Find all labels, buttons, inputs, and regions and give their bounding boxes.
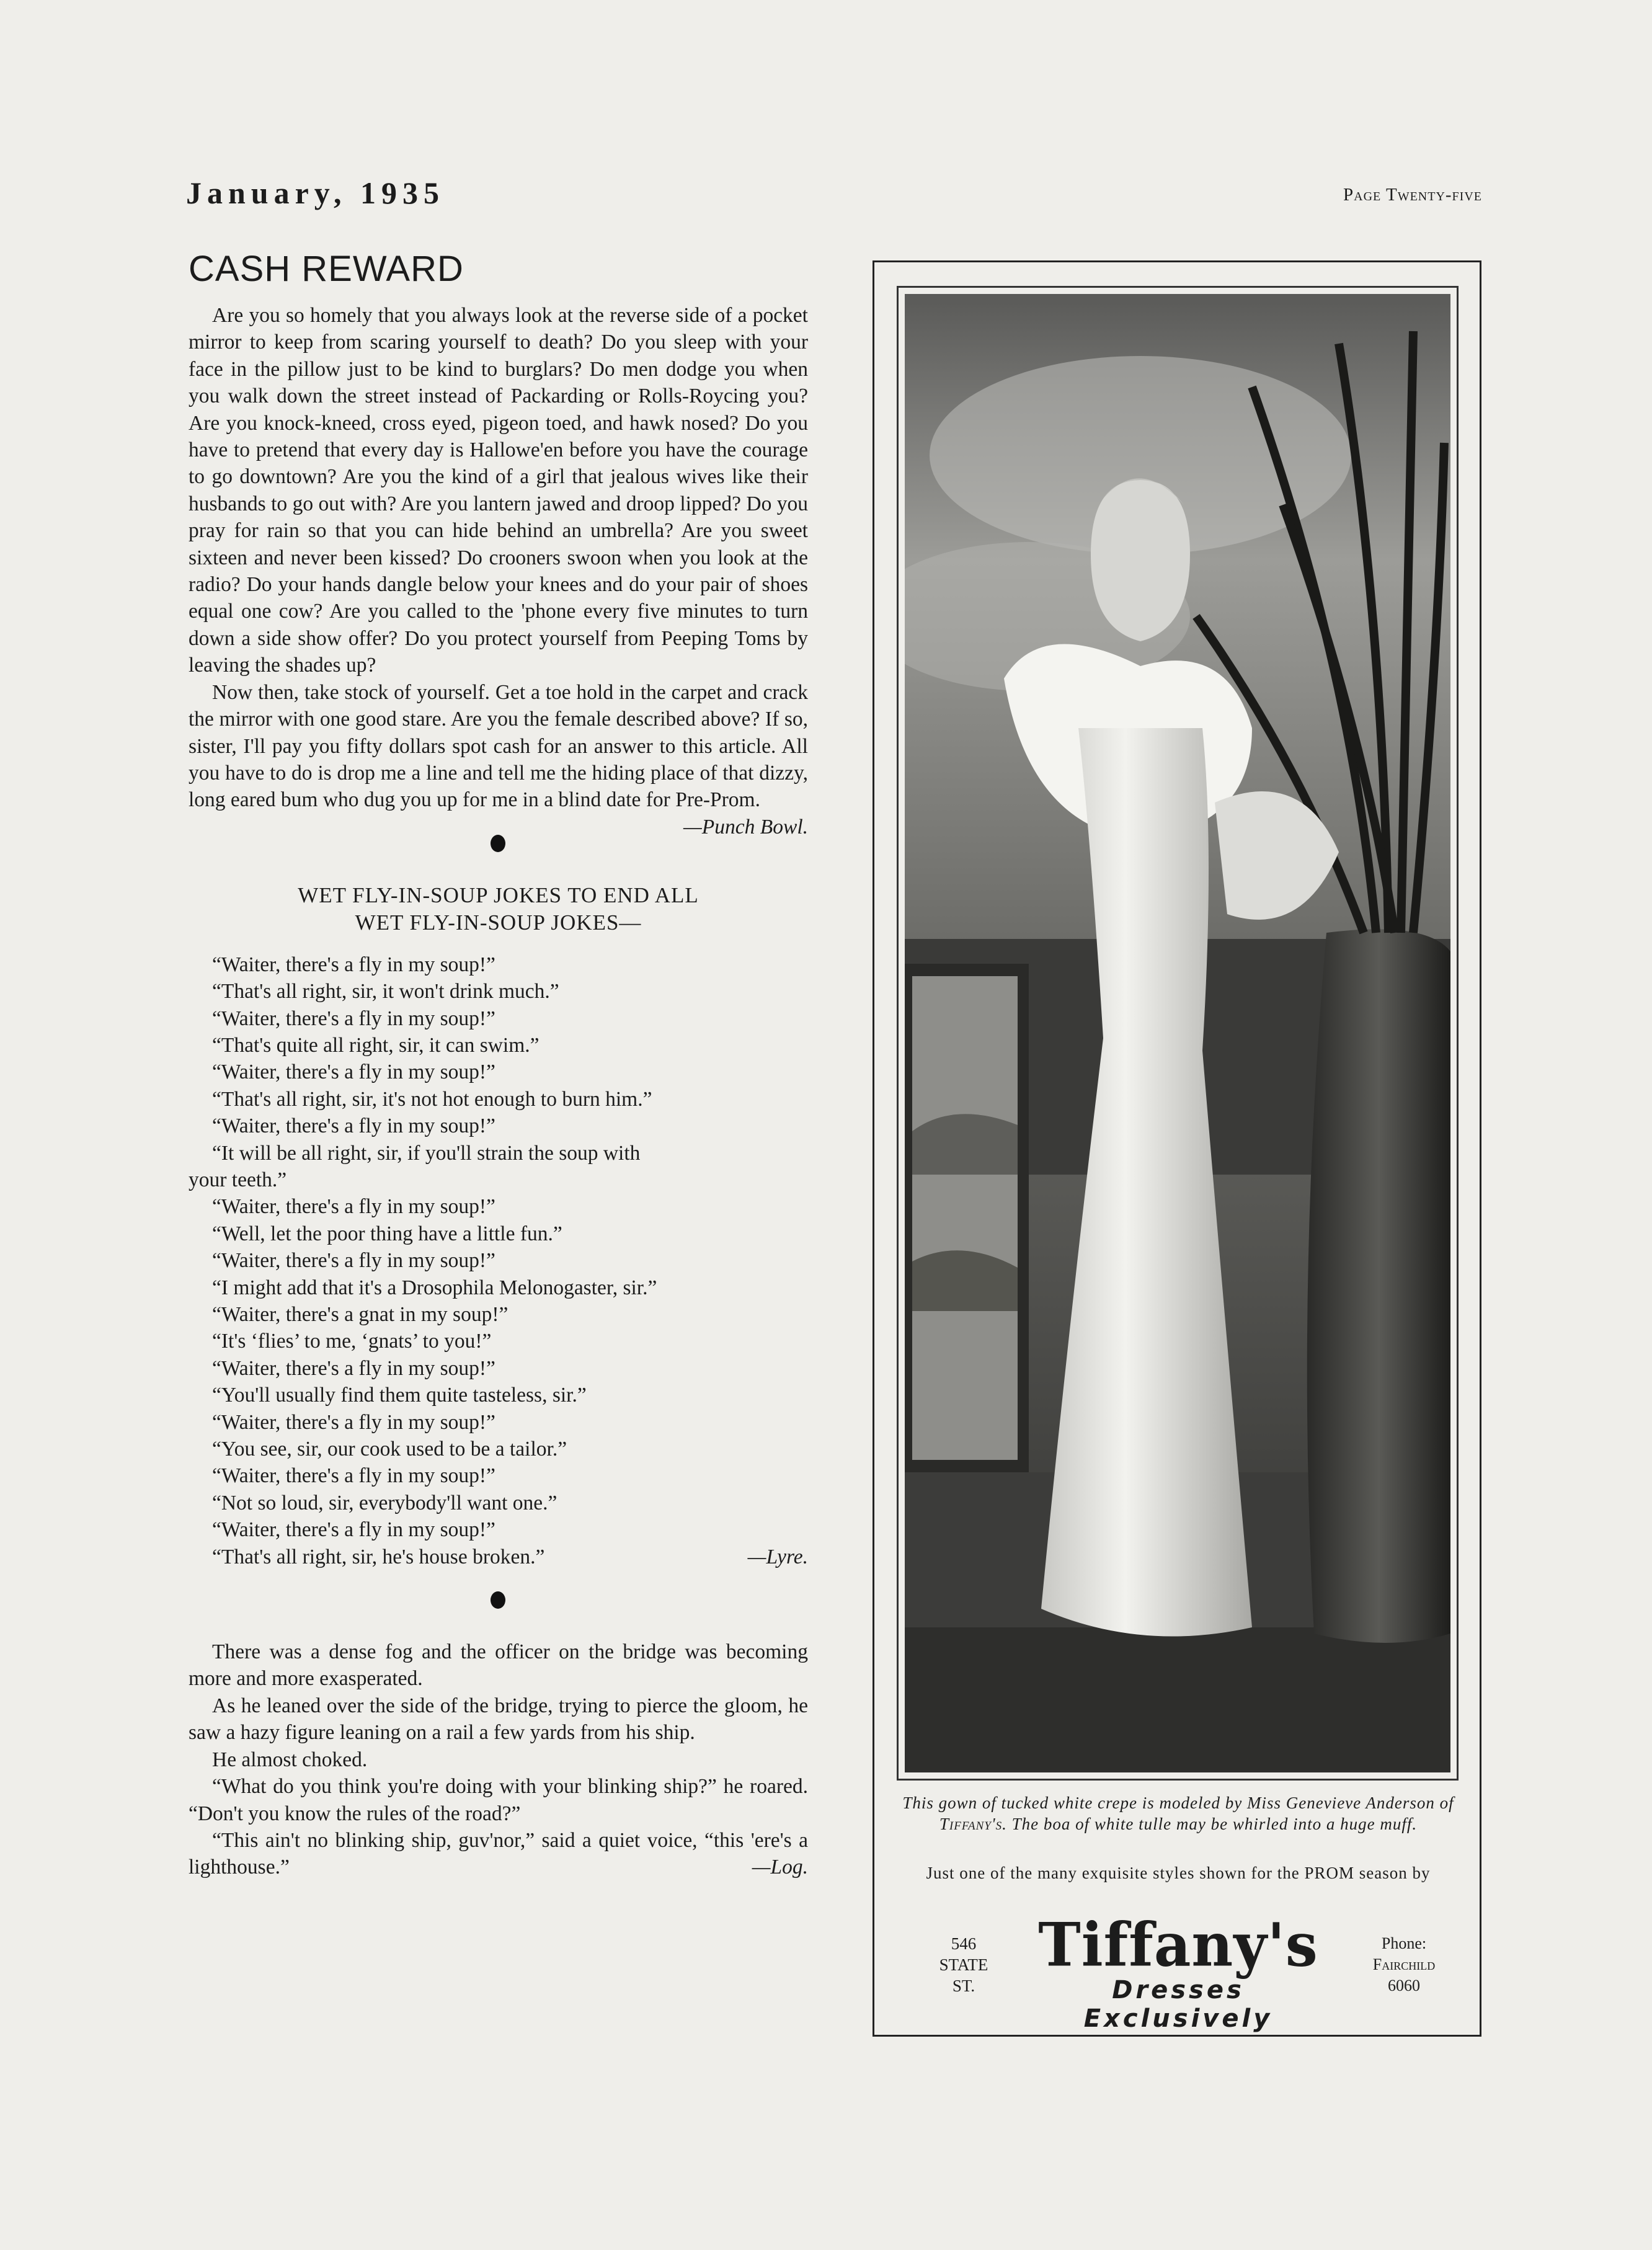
- joke-line: “I might add that it's a Drosophila Melonogaster, sir.”: [212, 1276, 657, 1299]
- joke-line: “You'll usually find them quite tasteless, sir.”: [212, 1384, 587, 1407]
- punch-bowl-credit: —Punch Bowl.: [683, 815, 808, 838]
- joke-line: “That's all right, sir, it's not hot enough to burn him.”: [212, 1087, 652, 1111]
- joke-line: “Waiter, there's a gnat in my soup!”: [212, 1303, 508, 1326]
- joke-line: “It will be all right, sir, if you'll strain the soup with: [212, 1141, 641, 1165]
- cash-reward-title: CASH REWARD: [189, 249, 464, 289]
- prom-caption: Just one of the many exquisite styles shown for the PROM season by: [926, 1864, 1431, 1882]
- joke-line: “Waiter, there's a fly in my soup!”: [212, 1007, 495, 1030]
- store-address: 546 STATE ST.: [939, 1934, 988, 1995]
- joke-line: “That's all right, sir, it won't drink much.”: [212, 980, 559, 1003]
- model-photo: [905, 294, 1450, 1772]
- bullet-icon: [491, 835, 505, 852]
- fog-paragraph: “This ain't no blinking ship, guv'nor,” said a quiet voice, “this 'ere's a lighthouse.” —Log.: [189, 1827, 808, 1881]
- logo-tagline: Dresses Exclusively: [1083, 1976, 1273, 2033]
- joke-line: “You see, sir, our cook used to be a tailor.”: [212, 1438, 567, 1461]
- joke-line: “Waiter, there's a fly in my soup!”: [212, 1249, 495, 1273]
- joke-line: “Well, let the poor thing have a little fun.”: [212, 1222, 562, 1245]
- joke-line: your teeth.”: [189, 1168, 287, 1191]
- section-divider: [189, 1584, 808, 1621]
- fog-paragraph: “What do you think you're doing with your blinking ship?” he roared. “Don't you know the rules of the road?”: [189, 1775, 808, 1825]
- log-credit: —Log.: [752, 1856, 808, 1879]
- store-phone: Phone: Fairchild 6060: [1372, 1934, 1436, 1994]
- left-column: [189, 248, 808, 1881]
- joke-line: “It's ‘flies’ to me, ‘gnats’ to you!”: [212, 1330, 492, 1353]
- logo-wordmark: Tiffany's: [1038, 1910, 1318, 1980]
- joke-line: “That's quite all right, sir, it can swim.”: [212, 1033, 540, 1057]
- photo-frame: [897, 286, 1459, 1781]
- section-divider: [189, 827, 808, 865]
- tiffanys-logo: [1023, 1910, 1333, 2033]
- issue-date: January, 1935: [186, 176, 445, 210]
- joke-line: “Not so loud, sir, everybody'll want one.”: [212, 1491, 557, 1514]
- joke-line: “Waiter, there's a fly in my soup!”: [212, 1114, 495, 1138]
- cash-reward-paragraph: Are you so homely that you always look at the reverse side of a pocket mirror to keep from scaring yourself to death? Do you sleep with your face in the pillow just to be kind to burglars? Do men dodge you when you walk down the street instead of Packarding or Rolls-Roycing you? Are you knock-kneed, cross eyed, pigeon toed, and hawk nosed? Do you have to pretend that every day is Hallowe'en before you have the courage to go downtown? Are you the kind of a girl that jealous wives like their husbands to go out with? Are you lantern jawed and droop lipped? Do you pray for rain so that you can hide behind an umbrella? Are you sweet sixteen and never been kissed? Do crooners swoon when you look at the radio? Do your hands dangle below your knees and do your pair of shoes equal one cow? Are you called to the 'phone every five minutes to turn down a side show offer? Do you protect yourself from Peeping Toms by leaving the shades up?: [189, 304, 808, 677]
- fog-story: [189, 1639, 808, 1881]
- fly-jokes-list: [189, 951, 808, 1570]
- page-number: Page Twenty-five: [1343, 185, 1482, 205]
- fly-jokes-heading: WET FLY-IN-SOUP JOKES TO END ALL WET FLY-IN-SOUP JOKES—: [298, 883, 699, 935]
- fog-paragraph: As he leaned over the side of the bridge, trying to pierce the gloom, he saw a hazy figure leaning on a rail a few yards from his ship.: [189, 1694, 808, 1745]
- joke-line: “Waiter, there's a fly in my soup!”: [212, 1356, 495, 1380]
- tiffanys-advertisement: [873, 260, 1481, 2037]
- fog-paragraph: There was a dense fog and the officer on the bridge was becoming more and more exasperated.: [189, 1640, 808, 1691]
- joke-line: “Waiter, there's a fly in my soup!”: [212, 1410, 495, 1434]
- joke-line: “Waiter, there's a fly in my soup!”: [212, 1061, 495, 1084]
- fog-paragraph: He almost choked.: [212, 1748, 368, 1771]
- joke-line: “Waiter, there's a fly in my soup!”: [212, 953, 495, 976]
- joke-line: “Waiter, there's a fly in my soup!”: [212, 1195, 495, 1219]
- joke-line: “That's all right, sir, he's house broken.” —Lyre.: [189, 1544, 808, 1570]
- bullet-icon: [491, 1591, 505, 1609]
- lyre-credit: —Lyre.: [747, 1545, 808, 1568]
- joke-line: “Waiter, there's a fly in my soup!”: [212, 1518, 495, 1542]
- photo-caption: This gown of tucked white crepe is modeled by Miss Genevieve Anderson of Tiffany's. The boa of white tulle may be whirled into a huge muff.: [902, 1794, 1454, 1833]
- joke-line: “Waiter, there's a fly in my soup!”: [212, 1464, 495, 1488]
- cash-reward-paragraph: Now then, take stock of yourself. Get a toe hold in the carpet and crack the mirror with one good stare. Are you the female described above? If so, sister, I'll pay you fifty dollars spot cash for an answer to this article. All you have to do is drop me a line and tell me the hiding place of that dizzy, long eared bum who dug you up for me in a blind date for Pre-Prom. —Punch Bowl.: [189, 679, 808, 814]
